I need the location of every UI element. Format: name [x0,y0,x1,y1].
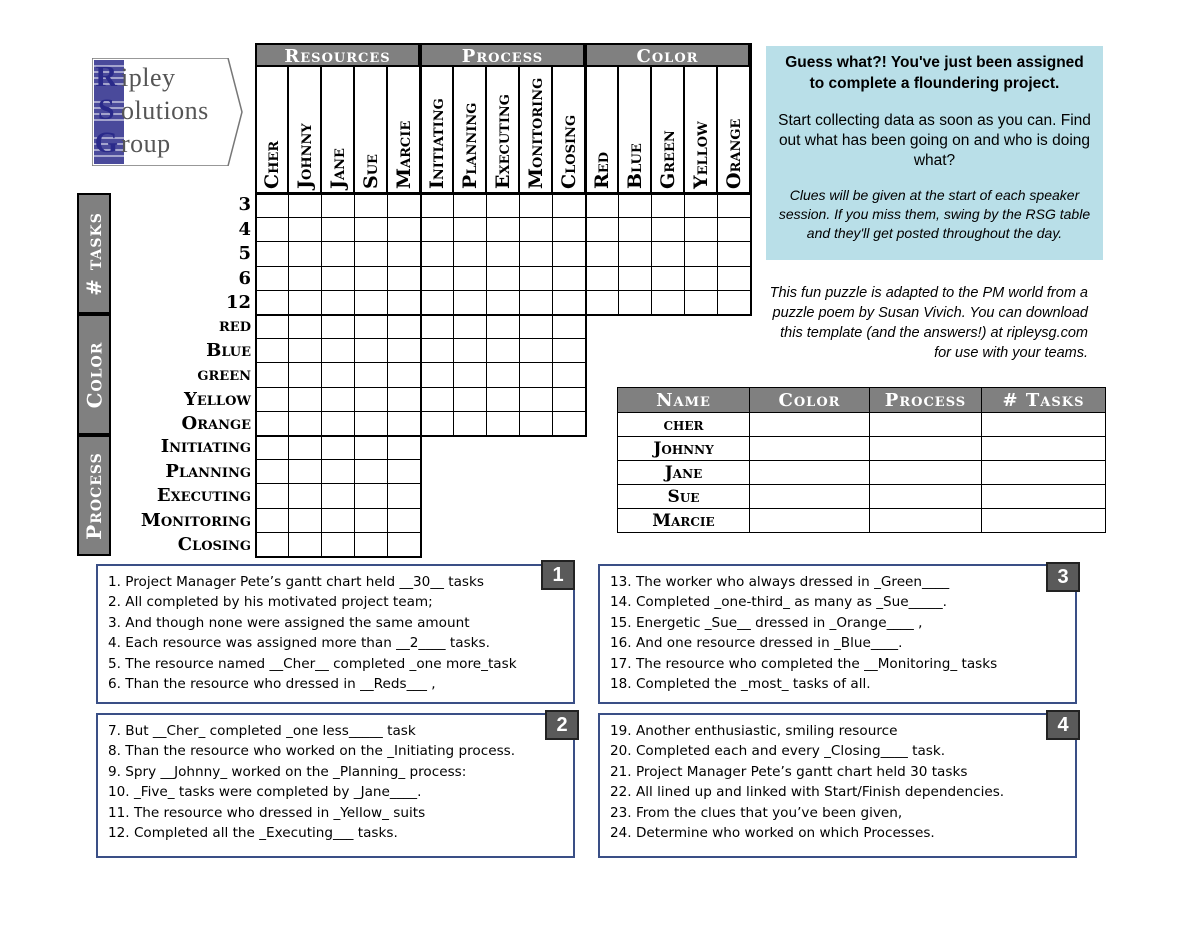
column-label-sue [354,67,387,193]
column-label-johnny [288,67,321,193]
column-label-green [651,67,684,193]
column-group-resources: Resources [255,43,420,67]
grid-cell[interactable] [387,314,421,339]
answer-name-cell: cher [618,413,750,437]
grid-cell[interactable] [420,266,454,291]
clue-line: 3. And though none were assigned the same amount [108,614,470,631]
row-group-tasks [77,193,111,314]
grid-cell[interactable] [585,241,619,266]
grid-cell[interactable] [618,290,652,315]
grid-cell[interactable] [420,241,454,266]
column-group-process: Process [420,43,585,67]
grid-cell[interactable] [354,435,388,460]
grid-cell[interactable] [420,193,454,218]
grid-cell[interactable] [552,193,586,218]
grid-cell[interactable] [387,508,421,533]
grid-cell[interactable] [354,508,388,533]
grid-cell[interactable] [684,193,718,218]
grid-cell[interactable] [585,217,619,242]
grid-cell[interactable] [288,338,322,363]
clue-box-3 [598,564,1077,704]
column-label-closing [552,67,585,193]
row-group-label: # tasks [82,211,106,296]
grid-cell[interactable] [255,338,289,363]
column-label-marcie [387,67,420,193]
grid-cell[interactable] [453,193,487,218]
grid-cell[interactable] [321,435,355,460]
row-label-tasks-6: 6 [238,267,251,289]
grid-cell[interactable] [453,241,487,266]
grid-cell[interactable] [717,193,751,218]
grid-cell[interactable] [255,508,289,533]
clue-line: 4. Each resource was assigned more than __2____ tasks. [108,635,490,652]
column-label-red [585,67,618,193]
answer-header-tasks: # Tasks [982,388,1106,413]
row-label-tasks-12: 12 [225,291,251,313]
grid-cell[interactable] [387,411,421,436]
answer-process-cell[interactable] [870,485,982,509]
clue-line: 13. The worker who always dressed in _Green____ [610,574,950,590]
grid-cell[interactable] [717,241,751,266]
grid-cell[interactable] [321,290,355,315]
grid-cell[interactable] [519,193,553,218]
grid-cell[interactable] [552,411,586,436]
clue-line: 18. Completed the _most_ tasks of all. [610,676,871,693]
column-label-blue [618,67,651,193]
grid-cell[interactable] [717,266,751,291]
grid-cell[interactable] [486,362,520,387]
answer-color-cell[interactable] [750,485,870,509]
grid-cell[interactable] [354,314,388,339]
row-label-process-monitoring: Monitoring [140,509,251,531]
company-logo [92,58,244,166]
answer-tasks-cell[interactable] [982,509,1106,533]
grid-cell[interactable] [651,290,685,315]
row-label-process-planning: Planning [165,461,251,483]
clue-line: 12. Completed all the _Executing___ tasks. [108,825,398,842]
grid-cell[interactable] [387,532,421,557]
intro-body: Start collecting data as soon as you can. Find out what has been going on and who is doing what? [778,112,1091,169]
column-label-executing [486,67,519,193]
row-group-label: Process [82,451,107,540]
row-label-tasks-4: 4 [238,219,251,241]
clue-line: 17. The resource who completed the __Monitoring_ tasks [610,655,998,672]
answer-row [618,461,1106,485]
grid-cell[interactable] [288,508,322,533]
clue-box-2 [96,713,575,858]
answer-row [618,509,1106,533]
column-label-text: Orange [722,118,745,189]
logo-line-3: Group [94,126,171,159]
grid-cell[interactable] [651,193,685,218]
row-label-color-red: red [219,315,251,336]
row-label-process-initiating: Initiating [160,436,251,457]
clue-badge-1: 1 [541,560,575,590]
grid-cell[interactable] [387,387,421,412]
clue-note: Clues will be given at the start of each speaker session. If you miss them, swing by the RSG table and they'll get posted throughout the day. [778,187,1091,241]
clue-line: 16. And one resource dressed in _Blue____. [610,635,903,652]
answer-process-cell[interactable] [870,461,982,485]
grid-cell[interactable] [321,411,355,436]
grid-cell[interactable] [321,483,355,508]
grid-cell[interactable] [288,314,322,339]
grid-cell[interactable] [321,338,355,363]
grid-cell[interactable] [552,387,586,412]
grid-cell[interactable] [519,241,553,266]
grid-cell[interactable] [618,193,652,218]
grid-cell[interactable] [321,508,355,533]
answer-row [618,413,1106,437]
clue-line: 5. The resource named __Cher__ completed _one more_task [108,655,517,672]
grid-cell[interactable] [288,411,322,436]
grid-cell[interactable] [486,266,520,291]
grid-cell[interactable] [255,411,289,436]
clue-line: 15. Energetic _Sue__ dressed in _Orange____ , [610,614,923,631]
grid-cell[interactable] [486,387,520,412]
grid-cell[interactable] [288,483,322,508]
clue-line: 2. All completed by his motivated project team; [108,594,433,611]
grid-cell[interactable] [552,338,586,363]
grid-cell[interactable] [618,241,652,266]
grid-cell[interactable] [387,266,421,291]
clue-line: 1. Project Manager Pete’s gantt chart held __30__ tasks [108,574,484,590]
grid-cell[interactable] [552,314,586,339]
grid-cell[interactable] [519,387,553,412]
grid-cell[interactable] [684,266,718,291]
clue-badge-3: 3 [1046,562,1080,592]
answer-name-cell: Sue [618,485,750,509]
logo-line-2: S olutions [97,93,209,126]
grid-cell[interactable] [684,217,718,242]
grid-cell[interactable] [519,314,553,339]
grid-cell[interactable] [552,217,586,242]
grid-cell[interactable] [519,290,553,315]
grid-cell[interactable] [288,290,322,315]
column-group-divider [585,43,587,193]
grid-cell[interactable] [354,411,388,436]
answer-table [617,387,1106,533]
clue-line: 22. All lined up and linked with Start/Finish dependencies. [610,784,1005,801]
grid-cell[interactable] [255,532,289,557]
row-label-tasks-3: 3 [238,194,251,215]
grid-cell[interactable] [255,483,289,508]
clue-line: 24. Determine who worked on which Processes. [610,825,935,842]
clue-line: 19. Another enthusiastic, smiling resource [610,723,898,739]
grid-cell[interactable] [486,241,520,266]
grid-cell[interactable] [519,266,553,291]
grid-cell[interactable] [288,266,322,291]
answer-color-cell[interactable] [750,413,870,437]
grid-cell[interactable] [255,266,289,291]
grid-cell[interactable] [321,362,355,387]
column-label-planning [453,67,486,193]
grid-cell[interactable] [453,387,487,412]
column-label-text: Closing [557,114,580,189]
grid-cell[interactable] [387,193,421,218]
clue-line: 6. Than the resource who dressed in __Reds___ , [108,676,436,693]
grid-cell[interactable] [519,362,553,387]
clue-line: 21. Project Manager Pete’s gantt chart held 30 tasks [610,763,968,780]
grid-cell[interactable] [585,290,619,315]
column-label-yellow [684,67,717,193]
clue-line: 11. The resource who dressed in _Yellow_ suits [108,804,426,821]
grid-cell[interactable] [387,483,421,508]
answer-row [618,437,1106,461]
grid-cell[interactable] [552,241,586,266]
grid-cell[interactable] [552,266,586,291]
column-label-jane [321,67,354,193]
clue-line: 7. But __Cher_ completed _one less_____ task [108,723,416,739]
clue-line: 23. From the clues that you’ve been given, [610,804,903,821]
grid-cell[interactable] [288,193,322,218]
grid-cell[interactable] [519,338,553,363]
column-header-frame [255,43,752,194]
grid-cell[interactable] [387,459,421,484]
grid-cell[interactable] [420,338,454,363]
grid-cell[interactable] [486,338,520,363]
grid-cell[interactable] [585,266,619,291]
clue-line: 10. _Five_ tasks were completed by _Jane____. [108,784,422,801]
grid-cell[interactable] [354,193,388,218]
grid-cell[interactable] [552,290,586,315]
grid-cell[interactable] [486,217,520,242]
grid-cell[interactable] [387,435,421,460]
grid-cell[interactable] [255,435,289,460]
grid-cell[interactable] [717,290,751,315]
intro-title: Guess what?! You've just been assigned to complete a floundering project. [785,54,1084,92]
column-label-orange [717,67,750,193]
grid-cell[interactable] [288,532,322,557]
intro-panel [766,46,1103,260]
column-label-text: Jane [326,148,349,189]
grid-cell[interactable] [255,241,289,266]
clue-badge-2: 2 [545,710,579,740]
grid-cell[interactable] [651,241,685,266]
grid-cell[interactable] [387,217,421,242]
grid-cell[interactable] [387,338,421,363]
grid-cell[interactable] [354,532,388,557]
grid-cell[interactable] [321,532,355,557]
grid-cell[interactable] [321,459,355,484]
answer-name-cell: Jane [618,461,750,485]
grid-cell[interactable] [255,217,289,242]
grid-cell[interactable] [420,387,454,412]
grid-cell[interactable] [651,266,685,291]
clue-line: 20. Completed each and every _Closing____ task. [610,743,946,760]
answer-tasks-cell[interactable] [982,413,1106,437]
grid-cell[interactable] [684,241,718,266]
column-label-text: Blue [623,143,646,189]
grid-cell[interactable] [552,362,586,387]
row-label-process-executing: Executing [156,485,251,507]
grid-cell[interactable] [453,314,487,339]
answer-tasks-cell[interactable] [982,485,1106,509]
grid-cell[interactable] [420,314,454,339]
column-label-text: Green [656,130,679,189]
answer-header-color: Color [750,388,870,413]
column-label-cher [255,67,288,193]
promo-text: This fun puzzle is adapted to the PM world from a puzzle poem by Susan Vivich. You can download this template (and the answers!) at ripleysg.com for use with your teams. [769,285,1088,361]
grid-cell[interactable] [387,241,421,266]
grid-cell[interactable] [420,362,454,387]
column-label-text: Initiating [425,98,448,189]
grid-cell[interactable] [453,338,487,363]
grid-cell[interactable] [321,314,355,339]
grid-cell[interactable] [255,387,289,412]
grid-cell[interactable] [387,362,421,387]
column-label-text: Johnny [293,123,316,189]
row-label-color-orange: Orange [181,412,251,434]
grid-cell[interactable] [354,217,388,242]
answer-name-cell: Johnny [618,437,750,461]
answer-tasks-cell[interactable] [982,437,1106,461]
answer-process-cell[interactable] [870,509,982,533]
column-label-text: Monitoring [524,77,547,189]
grid-cell[interactable] [486,411,520,436]
column-group-color: Color [585,43,750,67]
row-label-color-yellow: Yellow [184,388,251,410]
column-label-text: Executing [491,94,514,189]
clue-line: 8. Than the resource who worked on the _Initiating process. [108,743,516,760]
column-label-text: Yellow [689,121,712,189]
grid-cell[interactable] [288,459,322,484]
row-group-process [77,435,111,556]
grid-cell[interactable] [321,387,355,412]
grid-cell[interactable] [321,217,355,242]
grid-cell[interactable] [453,362,487,387]
grid-cell[interactable] [486,290,520,315]
column-label-initiating [420,67,453,193]
grid-cell[interactable] [519,217,553,242]
answer-process-cell[interactable] [870,437,982,461]
grid-cell[interactable] [288,217,322,242]
row-group-label: Color [82,341,107,408]
clue-line: 14. Completed _one-third_ as many as _Sue_____. [610,594,947,611]
clue-box-4 [598,713,1077,858]
column-label-text: Planning [458,102,481,189]
row-label-color-green: green [197,364,251,386]
grid-cell[interactable] [354,362,388,387]
answer-header-process: Process [870,388,982,413]
grid-cell[interactable] [453,290,487,315]
grid-cell[interactable] [354,290,388,315]
grid-cell[interactable] [387,290,421,315]
grid-cell[interactable] [354,338,388,363]
grid-cell[interactable] [585,193,619,218]
grid-cell[interactable] [453,266,487,291]
grid-cell[interactable] [255,290,289,315]
answer-name-cell: Marcie [618,509,750,533]
logo-line-1: R ipley [95,60,176,93]
grid-cell[interactable] [618,266,652,291]
grid-cell[interactable] [321,241,355,266]
answer-color-cell[interactable] [750,437,870,461]
grid-cell[interactable] [486,193,520,218]
grid-cell[interactable] [453,411,487,436]
column-label-text: Red [590,152,613,189]
answer-row [618,485,1106,509]
answer-color-cell[interactable] [750,509,870,533]
grid-cell[interactable] [321,266,355,291]
grid-cell[interactable] [288,362,322,387]
grid-cell[interactable] [717,217,751,242]
grid-cell[interactable] [354,241,388,266]
grid-cell[interactable] [288,241,322,266]
grid-cell[interactable] [420,411,454,436]
grid-cell[interactable] [651,217,685,242]
grid-cell[interactable] [618,217,652,242]
answer-color-cell[interactable] [750,461,870,485]
column-label-monitoring [519,67,552,193]
row-label-process-closing: Closing [177,533,251,555]
grid-cell[interactable] [354,459,388,484]
grid-cell[interactable] [354,483,388,508]
column-label-text: Sue [359,154,382,189]
row-label-color-blue: Blue [206,340,251,362]
grid-cell[interactable] [288,387,322,412]
clue-line: 9. Spry __Johnny_ worked on the _Planning_ process: [108,763,467,780]
grid-cell[interactable] [288,435,322,460]
grid-cell[interactable] [684,290,718,315]
clue-box-1 [96,564,575,704]
grid-cell[interactable] [255,193,289,218]
grid-cell[interactable] [420,290,454,315]
grid-cell[interactable] [354,387,388,412]
grid-cell[interactable] [255,362,289,387]
answer-tasks-cell[interactable] [982,461,1106,485]
grid-cell[interactable] [255,459,289,484]
column-label-text: Marcie [392,120,415,189]
grid-cell[interactable] [420,217,454,242]
row-group-color [77,314,111,435]
column-label-text: Cher [260,140,283,189]
column-group-divider [420,43,422,193]
grid-cell[interactable] [486,314,520,339]
grid-cell[interactable] [453,217,487,242]
row-label-tasks-5: 5 [238,243,251,265]
grid-cell[interactable] [519,411,553,436]
answer-header-name: Name [618,388,750,413]
answer-process-cell[interactable] [870,413,982,437]
grid-cell[interactable] [321,193,355,218]
grid-cell[interactable] [255,314,289,339]
grid-cell[interactable] [354,266,388,291]
clue-badge-4: 4 [1046,710,1080,740]
